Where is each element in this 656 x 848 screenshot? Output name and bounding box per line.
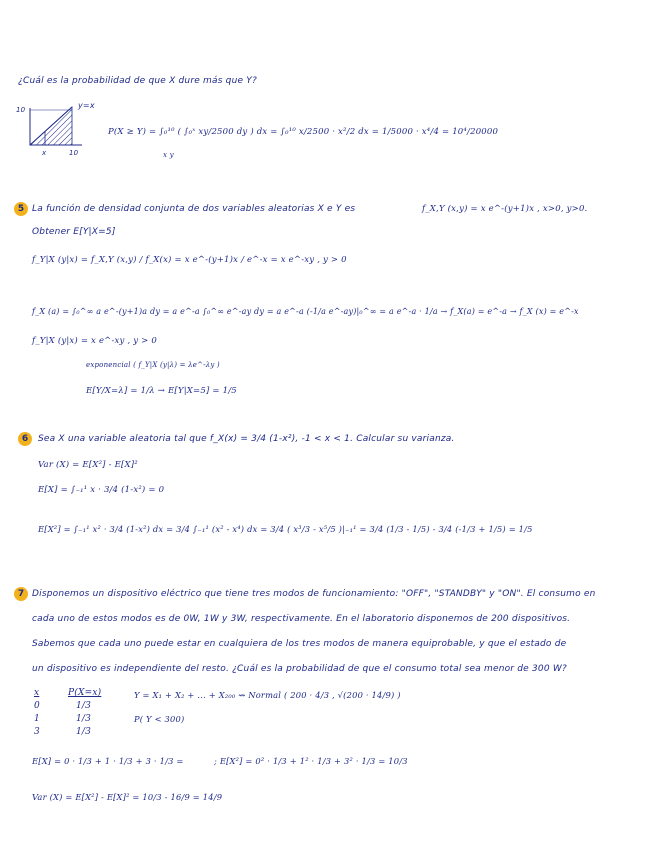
question-6-badge: 6 — [18, 432, 32, 446]
q6-expectation: E[X] = ∫₋₁¹ x · 3/4 (1-x²) = 0 — [38, 485, 165, 495]
q5-exponential-note: exponencial ( f_Y|X (y|λ) = λe^-λy ) — [86, 361, 220, 369]
table-row-p-1: 1/3 — [76, 714, 92, 724]
table-header-p: P(X=x) — [68, 688, 102, 698]
q7-sum-normal: Y = X₁ + X₂ + ... + X₂₀₀ ⇝ Normal ( 200 · 4/3 , √(200 · 14/9) ) — [134, 690, 401, 700]
q5-statement: La función de densidad conjunta de dos variables aleatorias X e Y es — [32, 204, 356, 214]
question-7-badge: 7 — [14, 587, 28, 601]
fig-label-10-y: 10 — [16, 106, 26, 114]
q6-second-moment: E[X²] = ∫₋₁¹ x² · 3/4 (1-x²) dx = 3/4 ∫₋₁¹ (x² - x⁴) dx = 3/4 ( x³/3 - x⁵/5 )|₋₁¹ = 3/4 (1/3 - 1/5) - 3/4 (-1/3 + 1/5) = 1/5 — [38, 524, 533, 534]
hatched-region — [30, 107, 72, 145]
table-header-x: x — [34, 688, 40, 698]
q7-expectation: E[X] = 0 · 1/3 + 1 · 1/3 + 3 · 1/3 = — [32, 756, 184, 766]
table-row-x-2: 3 — [34, 727, 40, 737]
q7-line-4: un dispositivo es independiente del resto. ¿Cuál es la probabilidad de que el consumo total sea menor de 300 W? — [32, 664, 567, 674]
question-5-badge: 5 — [14, 202, 28, 216]
q7-line-1: Disponemos un dispositivo eléctrico que tiene tres modos de funcionamiento: "OFF", "STANDBY" y "ON". El consumo en — [32, 589, 596, 599]
intro-equation: P(X ≥ Y) = ∫₀¹⁰ ( ∫₀ˣ xy/2500 dy ) dx = ∫₀¹⁰ x/2500 · x²/2 dx = 1/5000 · x⁴/4 = 10⁴/20000 — [108, 127, 499, 137]
q5-step-conditional-2: f_Y|X (y|x) = x e^-xy , y > 0 — [32, 336, 157, 346]
table-row-p-0: 1/3 — [76, 701, 92, 711]
q6-variance-formula: Var (X) = E[X²] - E[X]² — [38, 460, 138, 470]
fig-label-yx: y=x — [78, 101, 95, 110]
q5-step-marginal: f_X (a) = ∫₀^∞ a e^-(y+1)a dy = a e^-a ∫₀^∞ e^-ay dy = a e^-a (-1/a e^-ay)|₀^∞ = a e^-a · 1/a → f_X(a) = e^-a → f_X (x) = e^-x — [32, 307, 579, 316]
fig-label-x: x — [42, 149, 47, 157]
q5-step-conditional: f_Y|X (y|x) = f_X,Y (x,y) / f_X(x) = x e^-(y+1)x / e^-x = x e^-xy , y > 0 — [32, 255, 347, 265]
q7-variance: Var (X) = E[X²] - E[X]² = 10/3 - 16/9 = 14/9 — [32, 792, 223, 802]
table-row-p-2: 1/3 — [76, 727, 92, 737]
table-row-x-0: 0 — [34, 701, 40, 711]
table-row-x-1: 1 — [34, 714, 40, 724]
intro-equation-sub: x y — [163, 151, 174, 159]
q6-statement: Sea X una variable aleatoria tal que f_X(x) = 3/4 (1-x²), -1 < x < 1. Calcular su varianza. — [38, 434, 455, 444]
fig-label-10-x: 10 — [69, 149, 79, 157]
q5-density: f_X,Y (x,y) = x e^-(y+1)x , x>0, y>0. — [422, 204, 588, 214]
q5-ask: Obtener E[Y|X=5] — [32, 227, 116, 237]
q5-result: E[Y/X=λ] = 1/λ → E[Y|X=5] = 1/5 — [86, 386, 237, 396]
intro-question: ¿Cuál es la probabilidad de que X dure más que Y? — [18, 76, 257, 86]
q7-line-2: cada uno de estos modos es de 0W, 1W y 3W, respectivamente. En el laboratorio disponemos de 200 dispositivos. — [32, 614, 571, 624]
q7-second-moment: ; E[X²] = 0² · 1/3 + 1² · 1/3 + 3² · 1/3 = 10/3 — [214, 756, 408, 766]
q7-probability: P( Y < 300) — [134, 714, 185, 724]
q7-line-3: Sabemos que cada uno puede estar en cualquiera de los tres modos de manera equiprobable, y que el estado de — [32, 639, 567, 649]
